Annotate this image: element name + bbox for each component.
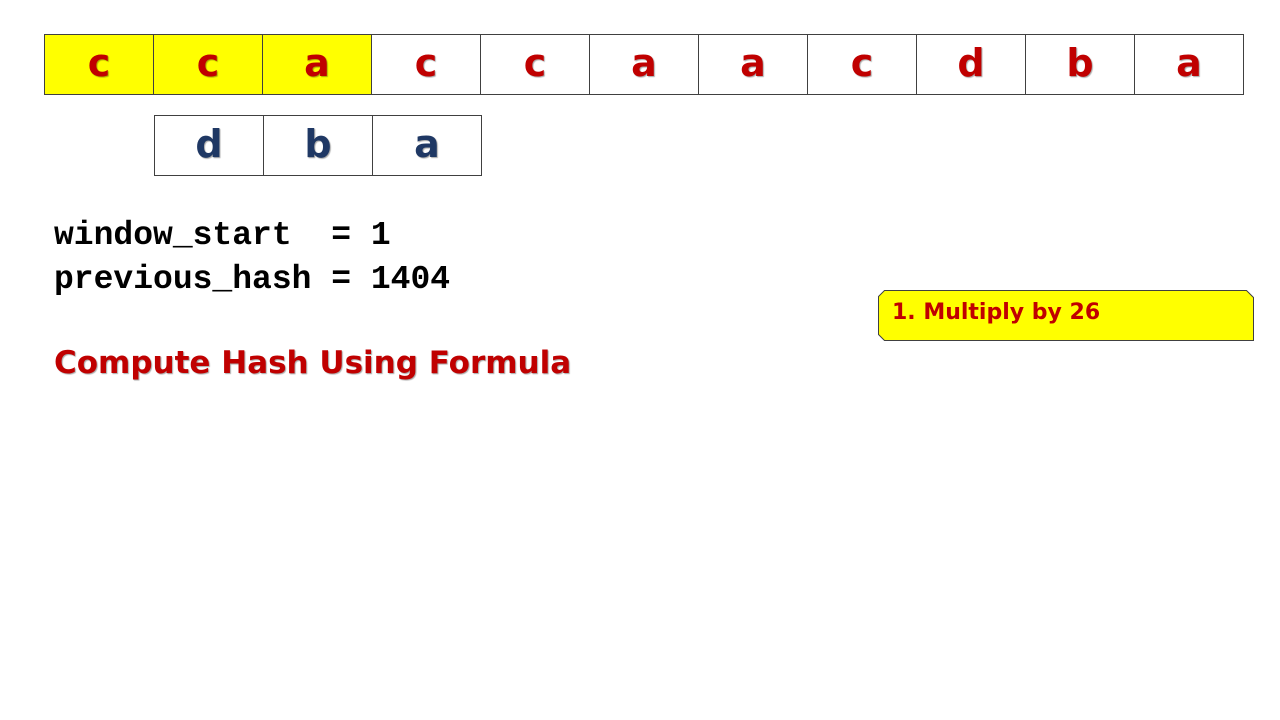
text-cell-7: c <box>807 34 917 95</box>
text-cell-6: a <box>698 34 808 95</box>
step-callout <box>878 290 1253 340</box>
pattern-cell-2: a <box>372 115 482 176</box>
callout-text: 1. Multiply by 26 <box>892 300 1101 325</box>
text-cell-8: d <box>916 34 1026 95</box>
window-start-line: window_start = 1 <box>54 217 391 254</box>
pattern-cell-0: d <box>154 115 264 176</box>
pattern-cell-1: b <box>263 115 373 176</box>
text-cell-0: c <box>44 34 154 95</box>
compute-hash-heading: Compute Hash Using Formula <box>54 345 572 381</box>
text-cell-2: a <box>262 34 372 95</box>
text-cell-4: c <box>480 34 590 95</box>
previous-hash-line: previous_hash = 1404 <box>54 261 451 298</box>
text-cell-9: b <box>1025 34 1135 95</box>
pattern-string-row <box>154 115 482 176</box>
text-cell-5: a <box>589 34 699 95</box>
text-cell-10: a <box>1134 34 1244 95</box>
text-cell-1: c <box>153 34 263 95</box>
text-cell-3: c <box>371 34 481 95</box>
text-string-row <box>44 34 1244 95</box>
